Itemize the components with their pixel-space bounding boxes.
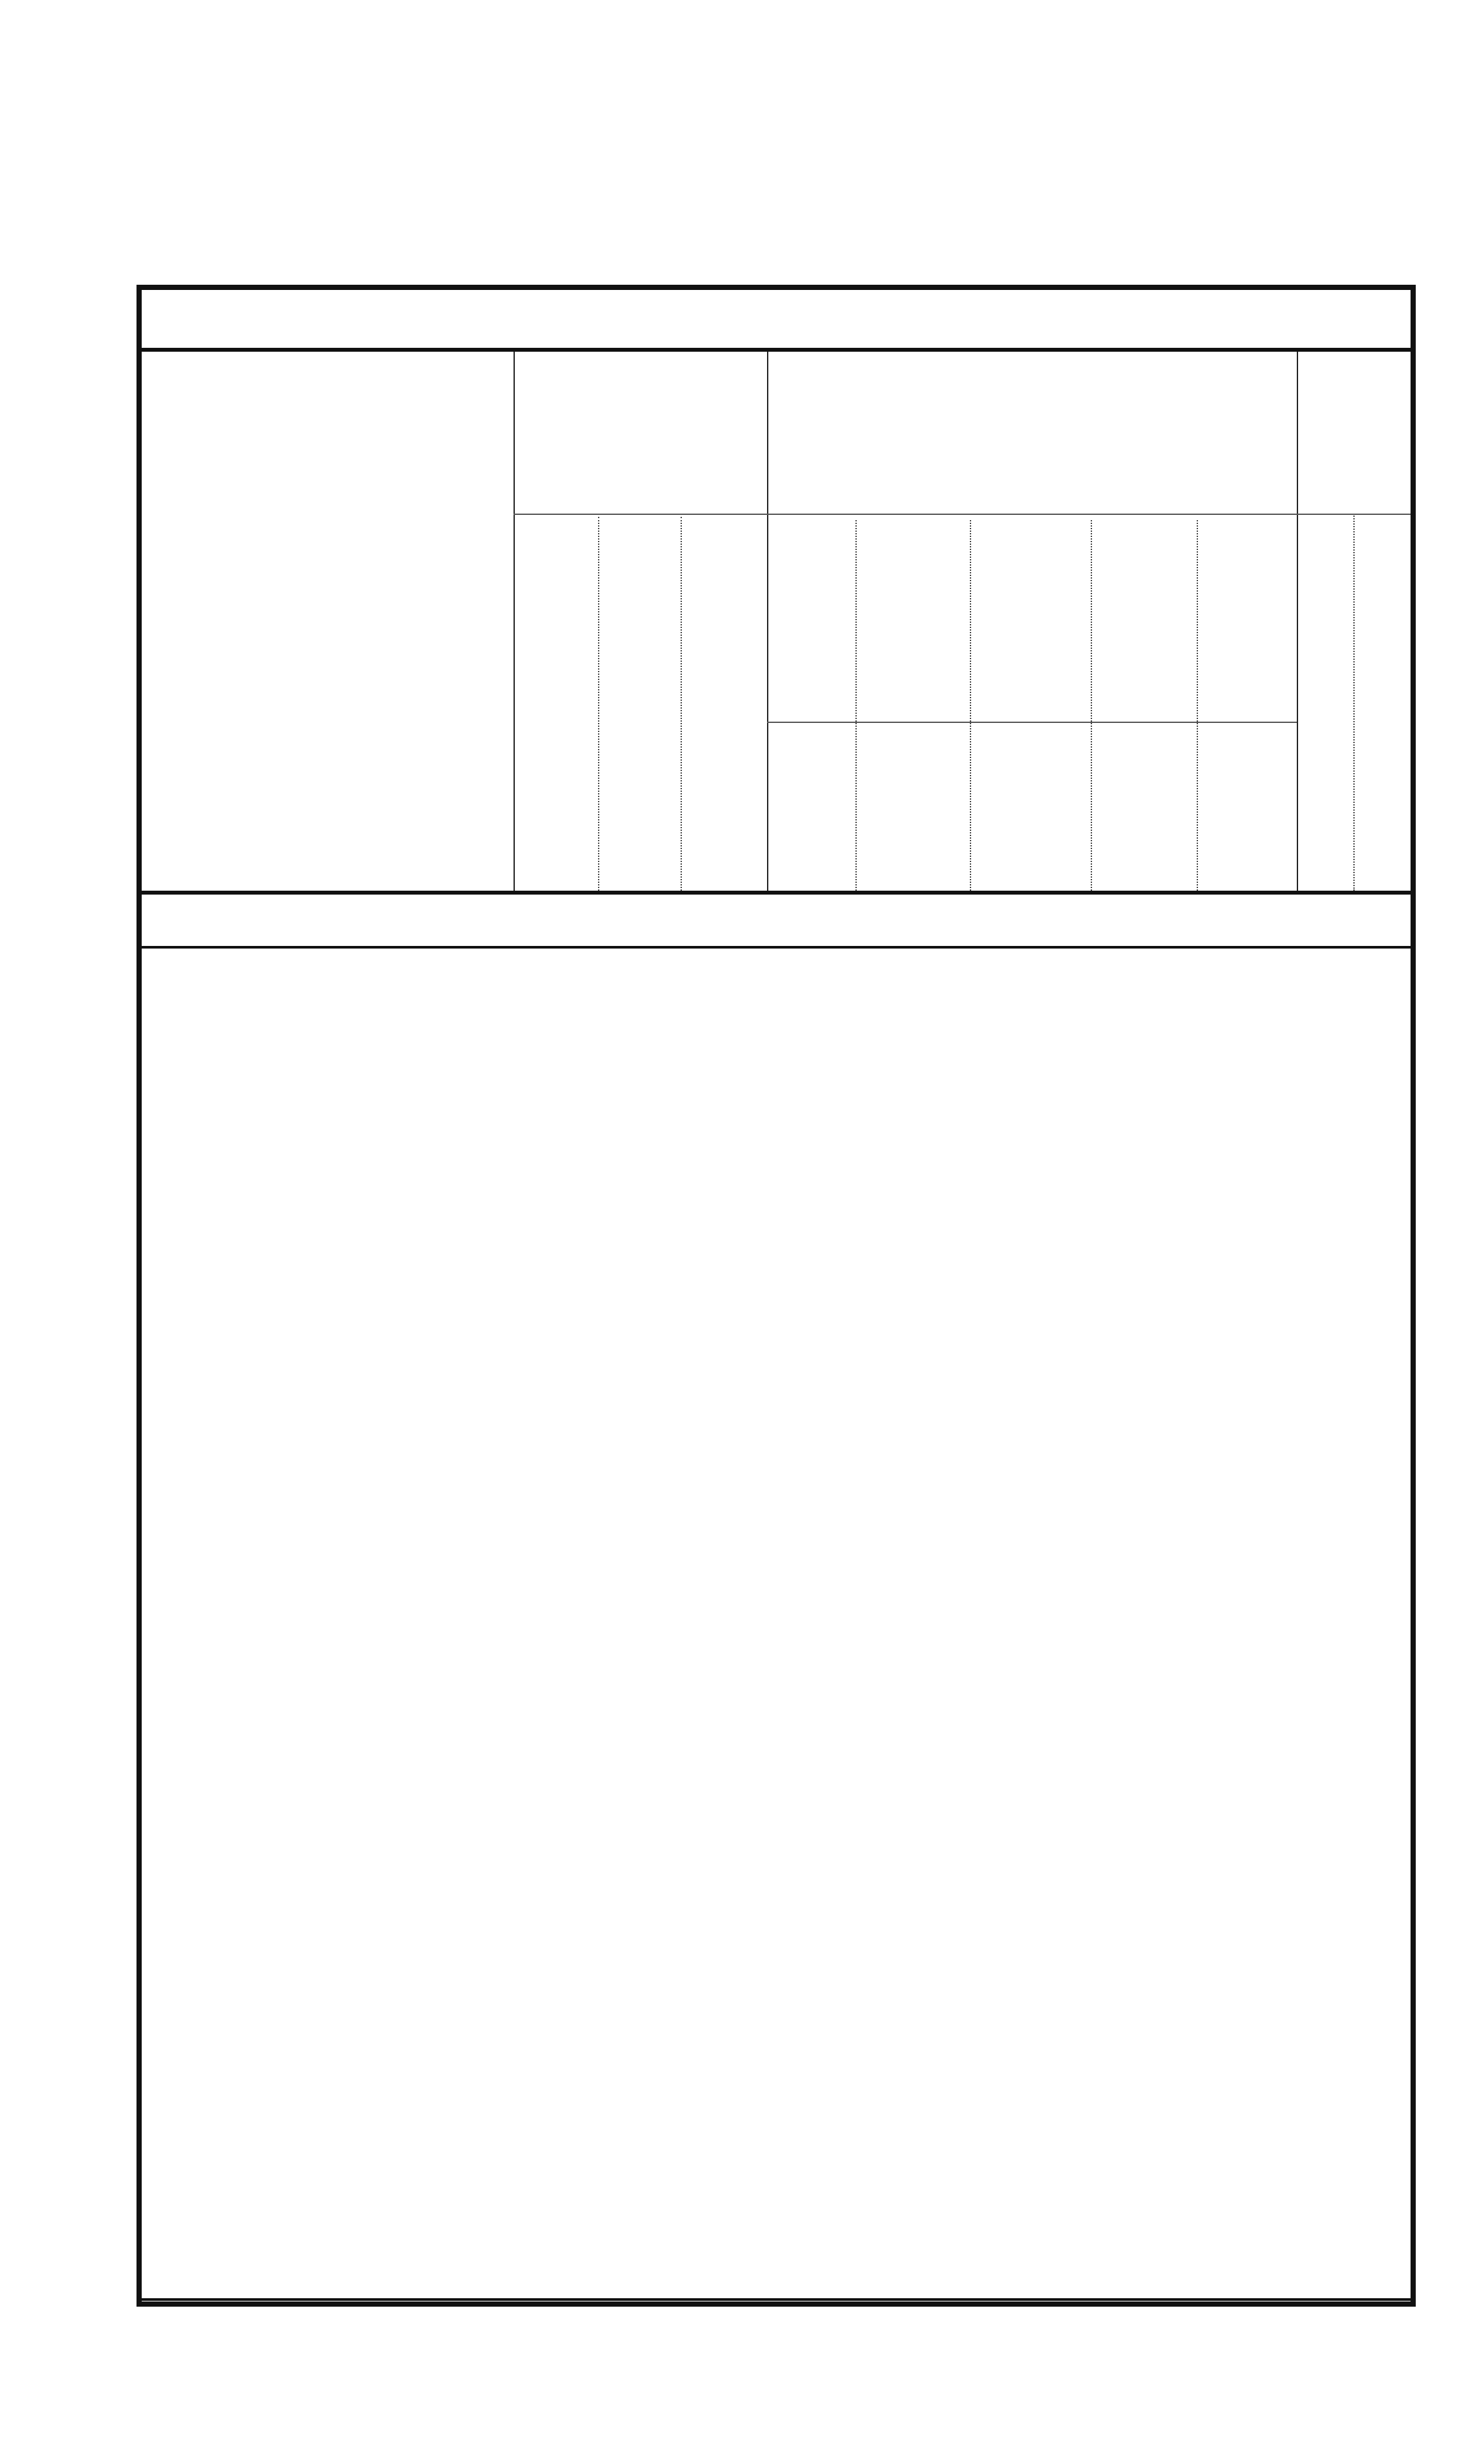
education-header xyxy=(520,374,761,400)
age-group-not-given xyxy=(1198,553,1289,559)
sex-headers-en xyxy=(770,757,1297,783)
age-group-under16 xyxy=(770,533,855,540)
liquors-header xyxy=(1300,384,1409,410)
edu-col-superior xyxy=(684,608,761,657)
section-rule xyxy=(142,946,1411,949)
age-group-16-21 xyxy=(857,533,967,540)
liquor-col-moderate xyxy=(1300,592,1355,637)
age-group-21-40 xyxy=(972,533,1089,540)
table-frame xyxy=(137,285,1416,2307)
age-group-40-plus xyxy=(1092,553,1196,559)
footer-rule xyxy=(142,2298,1411,2301)
sex-headers-fr xyxy=(770,835,1297,861)
liquor-col-immoderate xyxy=(1356,582,1411,611)
edu-col-unable xyxy=(520,533,597,559)
edu-col-elementary xyxy=(601,582,678,627)
header-top-rule xyxy=(142,348,1411,352)
header-bottom-rule xyxy=(142,891,1411,895)
